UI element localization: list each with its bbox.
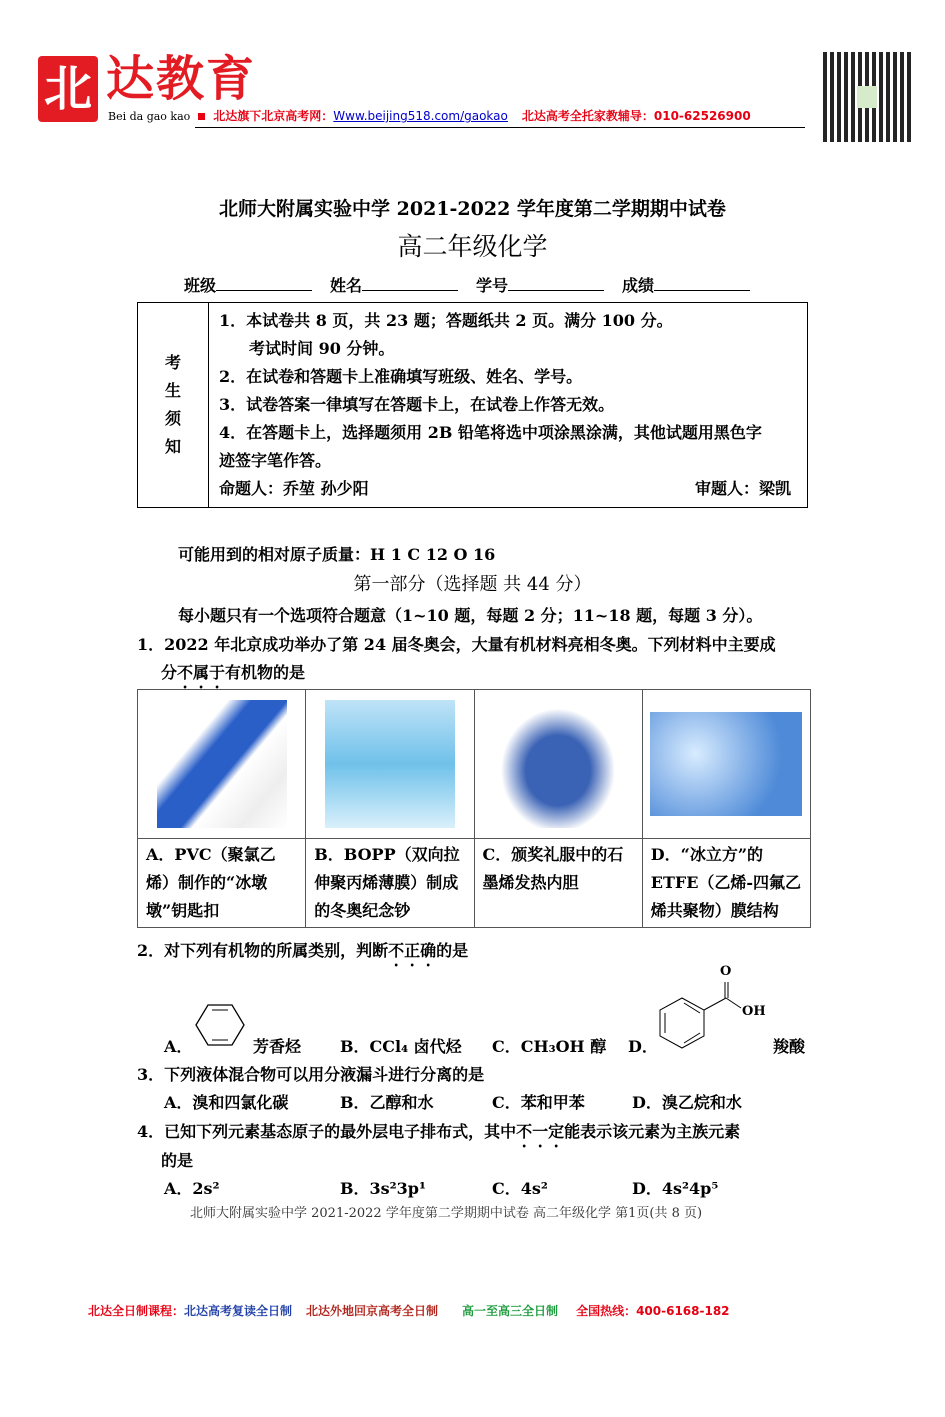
header-divider xyxy=(195,127,805,128)
q4-option-d: D．4s²4p⁵ xyxy=(632,1179,719,1198)
field-name: 姓名 xyxy=(330,275,458,297)
q2-option-b: B．CCl₄ 卤代烃 xyxy=(340,1037,462,1056)
site-link[interactable]: Www.beijing518.com/gaokao xyxy=(333,109,508,123)
cyclohexadiene-structure xyxy=(193,1002,247,1048)
q2-option-d: D． xyxy=(628,1037,658,1056)
page-footer: 北师大附属实验中学 2021-2022 学年度第二学期期中试卷 高二年级化学 第1页(共 8 页) xyxy=(190,1206,703,1221)
qr-code xyxy=(823,52,911,142)
field-score: 成绩 xyxy=(622,275,750,297)
q4-text-2: 的是 xyxy=(161,1151,194,1170)
hydroxyl-label: OH xyxy=(742,1004,766,1019)
q2-option-c: C．CH₃OH 醇 xyxy=(492,1037,607,1056)
q1-option-c: C．颁奖礼服中的石墨烯发热内胆 xyxy=(474,839,642,928)
notice-label: 考 生 须 知 xyxy=(138,303,209,508)
q3-option-a: A．溴和四氯化碳 xyxy=(164,1093,289,1112)
exam-subtitle: 高二年级化学 xyxy=(397,232,548,261)
atomic-mass: 可能用到的相对原子质量：H 1 C 12 O 16 xyxy=(178,545,496,564)
q1-option-d: D．“冰立方”的ETFE（乙烯-四氟乙烯共聚物）膜结构 xyxy=(642,839,810,928)
student-fields xyxy=(184,275,750,297)
tutor-label: 北达高考全托家教辅导：010-62526900 xyxy=(521,109,751,123)
keychain-image xyxy=(138,690,306,839)
q1-options xyxy=(137,689,811,928)
q4-option-a: A．2s² xyxy=(164,1179,220,1198)
q4-option-b: B．3s²3p¹ xyxy=(340,1179,427,1198)
q2-text: 2．对下列有机物的所属类别，判断不正确的是 xyxy=(137,941,469,960)
logo-text: 达教育 xyxy=(106,51,257,107)
bullet-icon xyxy=(198,113,205,120)
q3-text: 3．下列液体混合物可以用分液漏斗进行分离的是 xyxy=(137,1065,485,1084)
exam-title: 北师大附属实验中学 2021-2022 学年度第二学期期中试卷 xyxy=(219,198,726,220)
ad-banner: 北达全日制课程：北达高考复读全日制 北达外地回京高考全日制 高一至高三全日制 全国热线：400-6168-182 xyxy=(88,1304,730,1318)
q4-option-c: C．4s² xyxy=(492,1179,548,1198)
q3-option-b: B．乙醇和水 xyxy=(340,1093,434,1112)
q3-option-c: C．苯和甲苯 xyxy=(492,1093,585,1112)
q2-option-a: A． xyxy=(164,1037,193,1056)
q1-option-b: B．BOPP（双向拉伸聚丙烯薄膜）制成的冬奥纪念钞 xyxy=(306,839,474,928)
section-note: 每小题只有一个选项符合题意（1~10 题，每题 2 分；11~18 题，每题 3 分）。 xyxy=(178,606,763,625)
q2-class-d: 羧酸 xyxy=(773,1037,806,1056)
header-row xyxy=(108,109,751,124)
q2-class-a: 芳香烃 xyxy=(253,1037,302,1056)
site-label: 北达旗下北京高考网： xyxy=(213,109,334,123)
ice-cube-image xyxy=(642,690,810,839)
q4-text: 4．已知下列元素基态原子的最外层电子排布式，其中不一定能表示该元素为主族元素 xyxy=(137,1122,741,1141)
q1-option-a: A．PVC（聚氯乙烯）制作的“冰墩墩”钥匙扣 xyxy=(138,839,306,928)
dress-image xyxy=(474,690,642,839)
banknote-image xyxy=(306,690,474,839)
notice-box xyxy=(137,302,808,508)
notice-items: 1．本试卷共 8 页，共 23 题；答题纸共 2 页。满分 100 分。 考试时间 90 分钟。 2．在试卷和答题卡上准确填写班级、姓名、学号。 3．试卷答案一律填写在答题卡上，在试卷上作答无效。 4．在答题卡上，选择题须用 2B 铅笔将选中项涂黑涂满，其他试题用黑色字 迹签字笔作答。 命题人：乔堃 孙少阳 审题人：梁凯 xyxy=(209,303,808,508)
field-class: 班级 xyxy=(184,275,312,297)
q1-text: 1．2022 年北京成功举办了第 24 届冬奥会，大量有机材料亮相冬奥。下列材料中主要成 xyxy=(137,635,776,654)
section-title: 第一部分（选择题 共 44 分） xyxy=(353,574,592,595)
logo-pinyin: Bei da gao kao xyxy=(108,110,191,123)
logo: 北 xyxy=(38,56,98,122)
oxygen-label: O xyxy=(720,964,732,979)
q1-text-2: 分不属于有机物的是 xyxy=(161,663,306,682)
field-id: 学号 xyxy=(476,275,604,297)
q3-option-d: D．溴乙烷和水 xyxy=(632,1093,742,1112)
